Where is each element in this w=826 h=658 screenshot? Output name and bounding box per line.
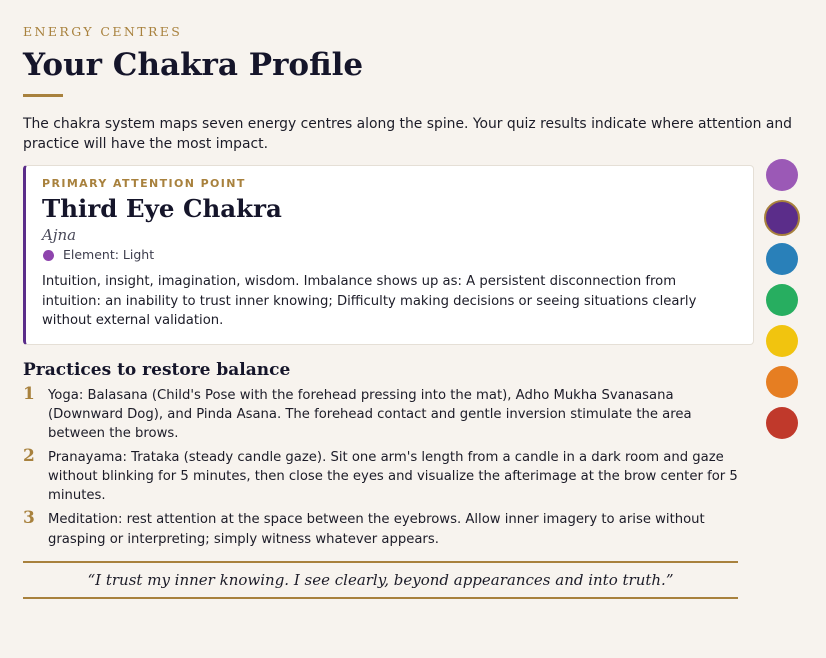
practices-heading: Practices to restore balance (23, 359, 291, 380)
practice-text: Meditation: rest attention at the space between the eyebrows. Allow inner imagery to arise without grasping or interpreting; simply witness whatever appears. (48, 512, 705, 547)
chakra-nav-dot-6[interactable] (766, 366, 798, 398)
practice-number: 1 (23, 383, 35, 404)
affirmation-quote: “I trust my inner knowing. I see clearly, beyond appearances and into truth.” (87, 570, 674, 589)
practice-number: 2 (23, 445, 35, 466)
title-underline (23, 94, 63, 97)
affirmation-box (23, 561, 738, 599)
chakra-nav-dot-5[interactable] (766, 325, 798, 357)
card-label: PRIMARY ATTENTION POINT (42, 177, 246, 190)
chakra-element (42, 246, 737, 264)
practice-text: Pranayama: Trataka (steady candle gaze). Sit one arm's length from a candle in a dark room and gaze without blinking for 5 minutes, then close the eyes and visualize the afterimage at the brow center for 5 minutes. (48, 449, 738, 504)
section-eyebrow: ENERGY CENTRES (23, 24, 183, 39)
chakra-nav-dot-2[interactable] (764, 200, 800, 236)
practice-number: 3 (23, 508, 35, 529)
element-color-dot (43, 250, 54, 261)
intro-text: The chakra system maps seven energy centres along the spine. Your quiz results indicate where attention and practice will have the most impact. (23, 116, 792, 152)
primary-chakra-card (23, 165, 754, 345)
practices-list (23, 383, 739, 549)
practice-text: Yoga: Balasana (Child's Pose with the forehead pressing into the mat), Adho Mukha Svanasana (Downward Dog), and Pinda Asana. The forehead contact and gentle inversion stimulate the area between the brows. (48, 387, 692, 442)
chakra-nav-dot-4[interactable] (766, 284, 798, 316)
chakra-profile (23, 24, 792, 599)
practice-item (23, 383, 739, 444)
practice-item (23, 445, 739, 506)
chakra-sanskrit-name: Ajna (42, 226, 77, 244)
chakra-name: Third Eye Chakra (42, 194, 282, 223)
chakra-nav-dot-7[interactable] (766, 407, 798, 439)
chakra-nav-dot-1[interactable] (766, 159, 798, 191)
practice-item (23, 510, 739, 549)
element-label: Element: Light (63, 247, 155, 262)
chakra-navigator (762, 155, 802, 448)
chakra-nav-dot-3[interactable] (766, 243, 798, 275)
chakra-description: Intuition, insight, imagination, wisdom. Imbalance shows up as: A persistent disconnection from intuition: an inability to trust inner knowing; Difficulty making decisions or seeing situations clearly without external validation. (42, 274, 697, 328)
page-title: Your Chakra Profile (23, 47, 364, 83)
